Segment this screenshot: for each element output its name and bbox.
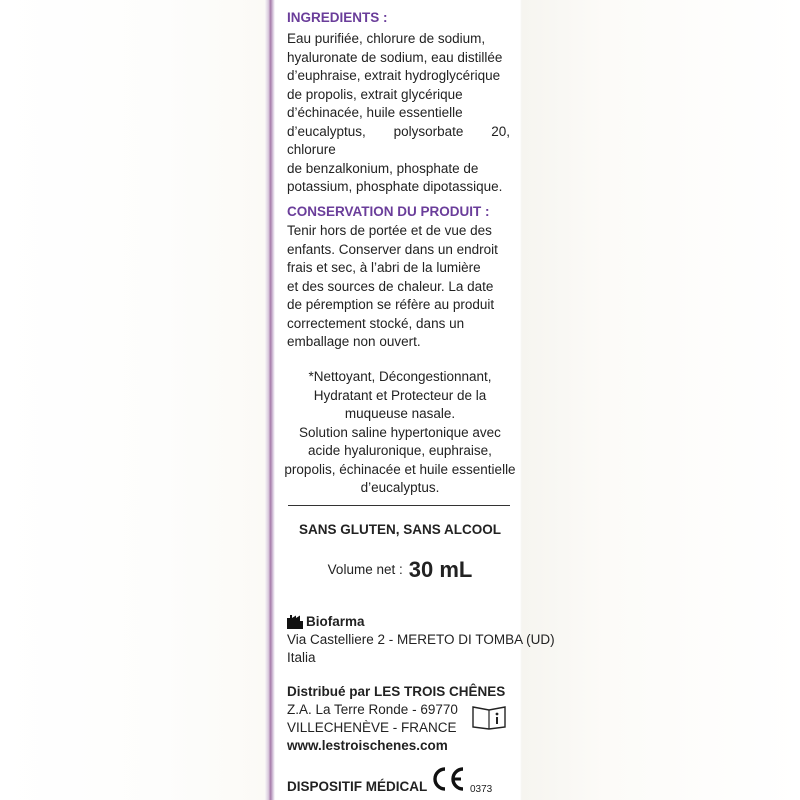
manufacturer-address: Via Castelliere 2 - MERETO DI TOMBA (UD) — [287, 632, 555, 647]
claims-line: *Nettoyant, Décongestionnant, — [308, 369, 492, 384]
ingredients-line: hyaluronate de sodium, eau distillée — [287, 49, 503, 65]
ingredients-line: d’eucalyptus, polysorbate 20, chlorure — [287, 123, 510, 157]
conservation-text — [287, 222, 510, 352]
conservation-line: emballage non ouvert. — [287, 334, 421, 349]
conservation-line: frais et sec, à l’abri de la lumière — [287, 260, 481, 275]
conservation-line: de péremption se réfère au produit — [287, 297, 495, 312]
medical-device-label: DISPOSITIF MÉDICAL — [287, 779, 428, 794]
claims-line: muqueuse nasale. — [344, 406, 456, 421]
claims-text — [280, 368, 520, 498]
ingredients-line: de propolis, extrait glycérique — [287, 86, 463, 102]
volume-value: 30 mL — [408, 557, 473, 583]
right-background-band — [522, 0, 800, 800]
ingredients-line: d’euphraise, extrait hydroglycérique — [287, 68, 501, 83]
claims-line: acide hyaluronique, euphraise, — [308, 443, 492, 458]
conservation-line: Tenir hors de portée et de vue des — [287, 223, 492, 238]
manufacturer-country: Italia — [287, 650, 316, 665]
ingredients-line: potassium, phosphate dipotassique. — [287, 179, 503, 194]
claims-line: Solution saline hypertonique avec — [299, 424, 501, 440]
free-from-claim: SANS GLUTEN, SANS ALCOOL — [298, 522, 501, 537]
conservation-heading: CONSERVATION DU PRODUIT : — [287, 204, 490, 219]
instructions-book-icon — [472, 704, 506, 730]
manufacturer-name: Biofarma — [306, 614, 365, 629]
net-volume — [280, 557, 520, 583]
section-divider — [288, 505, 510, 506]
distributor-address-line1: Z.A. La Terre Ronde - 69770 — [287, 702, 458, 717]
ingredients-line: de benzalkonium, phosphate de — [287, 160, 479, 176]
notified-body-number: 0373 — [470, 784, 493, 795]
ingredients-text — [287, 30, 510, 197]
claims-line: propolis, échinacée et huile essentielle — [284, 461, 516, 477]
purple-edge-stripe — [265, 0, 275, 800]
product-label — [280, 0, 555, 800]
left-background-band — [0, 0, 268, 800]
ingredients-line: Eau purifiée, chlorure de sodium, — [287, 31, 486, 46]
conservation-line: enfants. Conserver dans un endroit — [287, 241, 498, 257]
distributor-address-line2: VILLECHENÈVE - FRANCE — [287, 720, 457, 735]
distributor-website: www.lestroischenes.com — [287, 738, 448, 753]
conservation-line: et des sources de chaleur. La date — [287, 278, 494, 294]
ingredients-heading: INGREDIENTS : — [287, 10, 388, 25]
claims-line: Hydratant et Protecteur de la — [313, 387, 487, 403]
ingredients-line: d’échinacée, huile essentielle — [287, 105, 463, 120]
ce-mark-icon — [430, 766, 466, 792]
distributor-intro: Distribué par LES TROIS CHÊNES — [287, 684, 506, 699]
manufacturer-row — [287, 613, 365, 632]
volume-label: Volume net : — [327, 562, 403, 578]
conservation-line: correctement stocké, dans un — [287, 315, 465, 331]
claims-line: d’eucalyptus. — [360, 480, 440, 495]
factory-icon — [287, 615, 303, 629]
